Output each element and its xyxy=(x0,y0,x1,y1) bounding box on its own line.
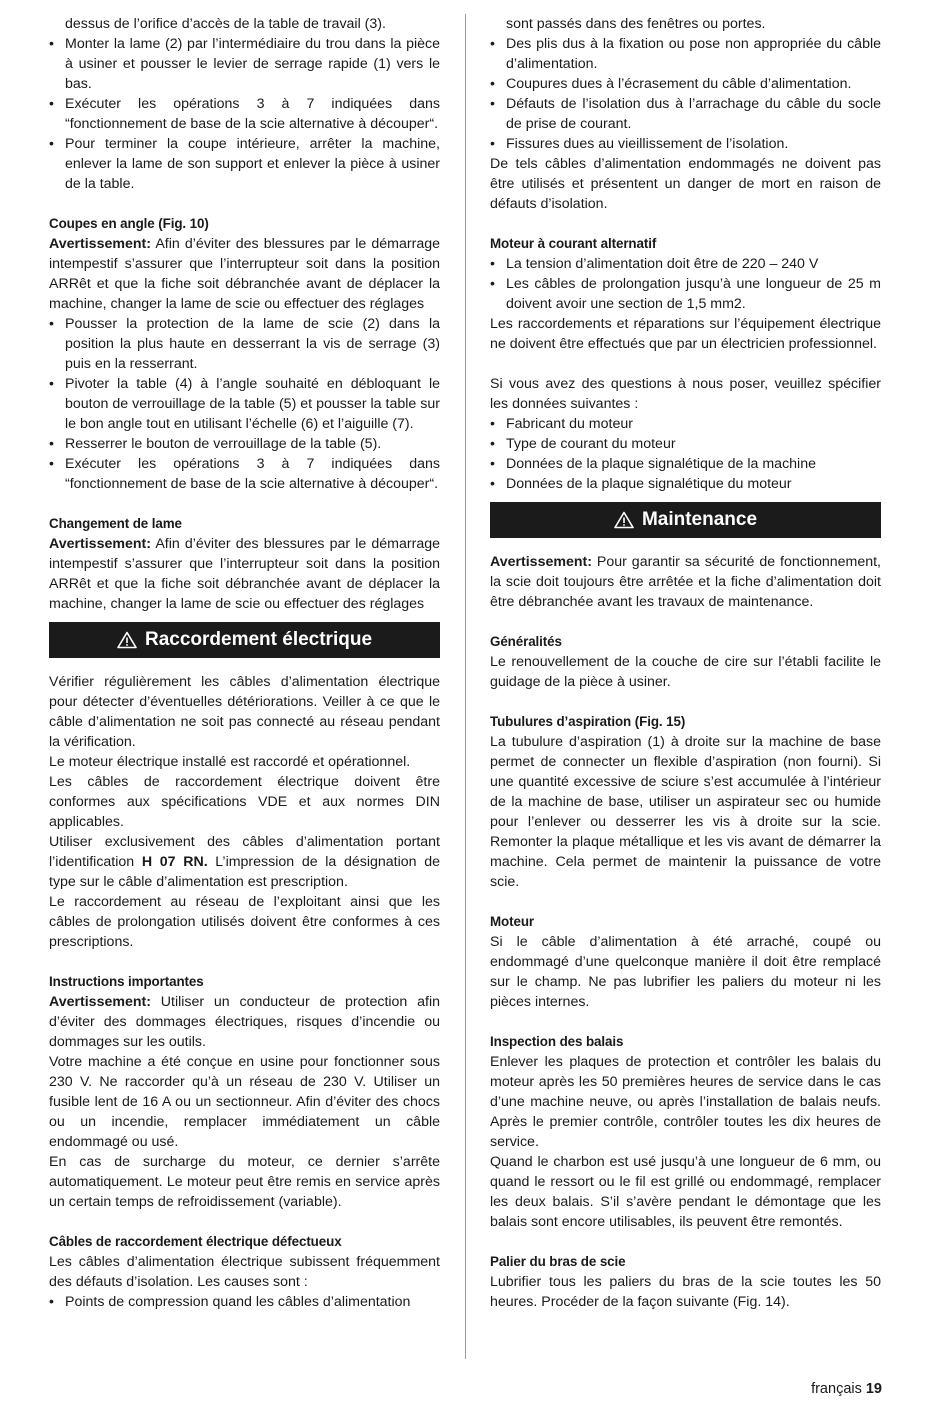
list-item xyxy=(490,74,881,94)
list-item xyxy=(49,134,440,194)
list-item xyxy=(49,314,440,374)
bullet-list-questions xyxy=(490,414,881,494)
text-span: L’impression de la désignation de type sur le câble d’alimentation est prescription. xyxy=(49,854,440,890)
warning-label: Avertissement: xyxy=(490,554,592,570)
list-item-text: Resserrer le bouton de verrouillage de la table (5). xyxy=(65,436,382,452)
warning-paragraph-changement xyxy=(49,534,440,614)
list-item-text: sont passés dans des fenêtres ou portes. xyxy=(506,16,766,32)
list-item xyxy=(490,94,881,134)
right-column xyxy=(490,14,881,1312)
warning-text: Pour garantir sa sécurité de fonctionnement, la scie doit toujours être arrêtée et la fiche d’alimentation doit être débranchée avant les travaux de maintenance. xyxy=(490,554,881,610)
section-heading-tubulures: Tubulures d’aspiration (Fig. 15) xyxy=(490,714,686,729)
list-item xyxy=(49,1292,440,1312)
warning-label: Avertissement: xyxy=(49,994,151,1010)
list-item xyxy=(490,474,881,494)
list-item-text: Fabricant du moteur xyxy=(506,416,633,432)
section-heading-changement-lame: Changement de lame xyxy=(49,516,182,531)
list-item-text: dessus de l’orifice d’accès de la table de travail (3). xyxy=(65,16,386,32)
paragraph: Le raccordement au réseau de l’exploitant ainsi que les câbles de prolongation utilisés doivent être conformes à ces prescriptions. xyxy=(49,894,440,950)
warning-paragraph-instructions xyxy=(49,992,440,1052)
list-item-continuation xyxy=(49,14,440,34)
list-item-text: Pousser la protection de la lame de scie (2) dans la position la plus haute en desserrant la vis de serrage (3) puis en la resserrant. xyxy=(65,316,440,372)
warning-label: Avertissement: xyxy=(49,236,151,252)
list-item xyxy=(490,434,881,454)
paragraph: Les raccordements et réparations sur l’équipement électrique ne doivent être effectués que par un électricien professionnel. xyxy=(490,316,881,352)
column-divider xyxy=(465,14,466,1359)
list-item xyxy=(49,94,440,134)
list-item xyxy=(490,414,881,434)
section-heading-instructions: Instructions importantes xyxy=(49,974,204,989)
section-heading-palier: Palier du bras de scie xyxy=(490,1254,626,1269)
paragraph-cable-id xyxy=(49,832,440,892)
text-span: Utiliser exclusivement des câbles d’alimentation portant l’identification xyxy=(49,834,440,870)
list-item-text: Défauts de l’isolation dus à l’arrachage du câble du socle de prise de courant. xyxy=(506,96,881,132)
section-heading-cables: Câbles de raccordement électrique défectueux xyxy=(49,1234,342,1249)
list-item xyxy=(490,34,881,74)
paragraph: Le renouvellement de la couche de cire sur l’établi facilite le guidage de la pièce à usiner. xyxy=(490,654,881,690)
bullet-list-coupes xyxy=(49,314,440,494)
warning-text: Afin d’éviter des blessures par le démarrage intempestif s’assurer que l’interrupteur soit dans la position ARRêt et que la fiche soit débranchée avant de déplacer la machine, changer la lame de scie ou effectuer des réglages xyxy=(49,236,440,312)
page-footer xyxy=(811,1381,882,1397)
section-heading-balais: Inspection des balais xyxy=(490,1034,624,1049)
section-heading-generalites: Généralités xyxy=(490,634,562,649)
list-item xyxy=(49,434,440,454)
list-item-text: Pour terminer la coupe intérieure, arrêter la machine, enlever la lame de son support et enlever la pièce à usiner de la table. xyxy=(65,136,440,192)
paragraph: Si vous avez des questions à nous poser, veuillez spécifier les données suivantes : xyxy=(490,376,881,412)
paragraph: Votre machine a été conçue en usine pour fonctionner sous 230 V. Ne raccorder qu’à un réseau de 230 V. Utiliser un fusible lent de 16 A ou un sectionneur. Afin d’éviter des chocs ou un incendie, remplacer immédiatement un câble endommagé ou usé. xyxy=(49,1054,440,1150)
list-item-text: Coupures dues à l’écrasement du câble d’alimentation. xyxy=(506,76,852,92)
list-item-text: Points de compression quand les câbles d’alimentation xyxy=(65,1294,411,1310)
warning-paragraph-maintenance xyxy=(490,552,881,612)
paragraph: Les câbles de raccordement électrique doivent être conformes aux spécifications VDE et aux normes DIN applicables. xyxy=(49,774,440,830)
paragraph: Vérifier régulièrement les câbles d’alimentation électrique pour détecter d’éventuelles détériorations. Veiller à ce que le câble d’alimentation ne soit pas connecté au réseau pendant la vérification. xyxy=(49,674,440,750)
bullet-list-causes xyxy=(49,1292,440,1312)
warning-triangle-icon xyxy=(614,511,634,529)
banner-title: Maintenance xyxy=(641,509,758,530)
warning-text: Utiliser un conducteur de protection afin d’éviter des dommages électriques, risques d’incendie ou dommages sur les outils. xyxy=(49,994,440,1050)
section-banner-maintenance xyxy=(490,502,881,538)
paragraph: Si le câble d’alimentation à été arraché, coupé ou endommagé d’une quelconque manière il doit être remplacé sur le champ. Ne pas lubrifier les paliers du moteur ni les pièces internes. xyxy=(490,934,881,1010)
list-item-text: La tension d’alimentation doit être de 220 – 240 V xyxy=(506,256,819,272)
bullet-list-interior-cut xyxy=(49,14,440,34)
page-number: 19 xyxy=(865,1381,882,1397)
list-item-text: Des plis dus à la fixation ou pose non appropriée du câble d’alimentation. xyxy=(506,36,881,72)
list-item-text: Données de la plaque signalétique du moteur xyxy=(506,476,792,492)
bullet-list-moteur-ac xyxy=(490,254,881,314)
paragraph: En cas de surcharge du moteur, ce dernier s’arrête automatiquement. Le moteur peut être remis en service après un certain temps de refroidissement (variable). xyxy=(49,1154,440,1210)
paragraph: Quand le charbon est usé jusqu’à une longueur de 6 mm, ou quand le ressort ou le fil est grillé ou endommagé, remplacer les deux balais. S’il s’avère pendant le démontage que les balais sont encore utilisables, ils peuvent être remontés. xyxy=(490,1154,881,1230)
section-heading-moteur-ac: Moteur à courant alternatif xyxy=(490,236,657,251)
list-item xyxy=(49,374,440,434)
left-column xyxy=(49,14,440,1312)
list-item-text: Pivoter la table (4) à l’angle souhaité en débloquant le bouton de verrouillage de la table (5) et pousser la table sur le bon angle tout en utilisant l’échelle (6) et l’aiguille (7). xyxy=(65,376,440,432)
footer-language: français xyxy=(811,1381,862,1397)
warning-triangle-icon xyxy=(117,631,137,649)
list-item-text: Exécuter les opérations 3 à 7 indiquées dans “fonctionnement de base de la scie alternative à découper“. xyxy=(65,456,440,492)
cable-type-code: H 07 RN. xyxy=(141,854,208,870)
bullet-list-interior-cut-steps xyxy=(49,34,440,194)
list-item xyxy=(49,34,440,94)
warning-label: Avertissement: xyxy=(49,536,151,552)
warning-text: Afin d’éviter des blessures par le démarrage intempestif s’assurer que l’interrupteur soit dans la position ARRêt et que la fiche soit débranchée avant de déplacer la machine, changer la lame de scie ou effectuer des réglages xyxy=(49,536,440,612)
list-item xyxy=(490,274,881,314)
paragraph: La tubulure d’aspiration (1) à droite sur la machine de base permet de connecter un flexible d’aspiration (non fourni). Si une quantité excessive de sciure s’est accumulée à l’intérieur de la machine de base, utiliser un aspirateur sec ou humide pour l’enlever ou desserrer les vis à droite sur la scie. Remonter la plaque métallique et les vis avant de démarrer la machine. Cela permet de maintenir la puissance de votre scie. xyxy=(490,734,881,890)
list-item-continuation xyxy=(490,14,881,34)
section-heading-moteur: Moteur xyxy=(490,914,535,929)
paragraph: De tels câbles d’alimentation endommagés ne doivent pas être utilisés et présentent un danger de mort en raison de défauts d’isolation. xyxy=(490,156,881,212)
paragraph: Enlever les plaques de protection et contrôler les balais du moteur après les 50 premières heures de service dans le cas d’une machine neuve, ou après l’installation de balais neufs. Après le premier contrôle, contrôler toutes les dix heures de service. xyxy=(490,1054,881,1150)
list-item xyxy=(490,134,881,154)
warning-paragraph-coupes xyxy=(49,234,440,314)
list-item-text: Données de la plaque signalétique de la machine xyxy=(506,456,816,472)
paragraph: Le moteur électrique installé est raccordé et opérationnel. xyxy=(49,754,411,770)
list-item-text: Exécuter les opérations 3 à 7 indiquées dans “fonctionnement de base de la scie alternative à découper“. xyxy=(65,96,440,132)
list-item-text: Les câbles de prolongation jusqu’à une longueur de 25 m doivent avoir une section de 1,5 mm2. xyxy=(506,276,881,312)
paragraph: Les câbles d’alimentation électrique subissent fréquemment des défauts d’isolation. Les causes sont : xyxy=(49,1254,440,1290)
list-item-text: Fissures dues au vieillissement de l’isolation. xyxy=(506,136,789,152)
bullet-list-causes-more xyxy=(490,34,881,154)
list-item xyxy=(490,454,881,474)
list-item xyxy=(49,454,440,494)
list-item-text: Monter la lame (2) par l’intermédiaire du trou dans la pièce à usiner et pousser le levier de serrage rapide (1) vers le bas. xyxy=(65,36,440,92)
banner-title: Raccordement électrique xyxy=(144,629,373,650)
section-banner-electrique xyxy=(49,622,440,658)
paragraph: Lubrifier tous les paliers du bras de la scie toutes les 50 heures. Procéder de la façon suivante (Fig. 14). xyxy=(490,1274,881,1310)
list-item xyxy=(490,254,881,274)
list-item-text: Type de courant du moteur xyxy=(506,436,676,452)
section-heading-coupes-angle: Coupes en angle (Fig. 10) xyxy=(49,216,209,231)
bullet-list-causes-continued xyxy=(490,14,881,34)
